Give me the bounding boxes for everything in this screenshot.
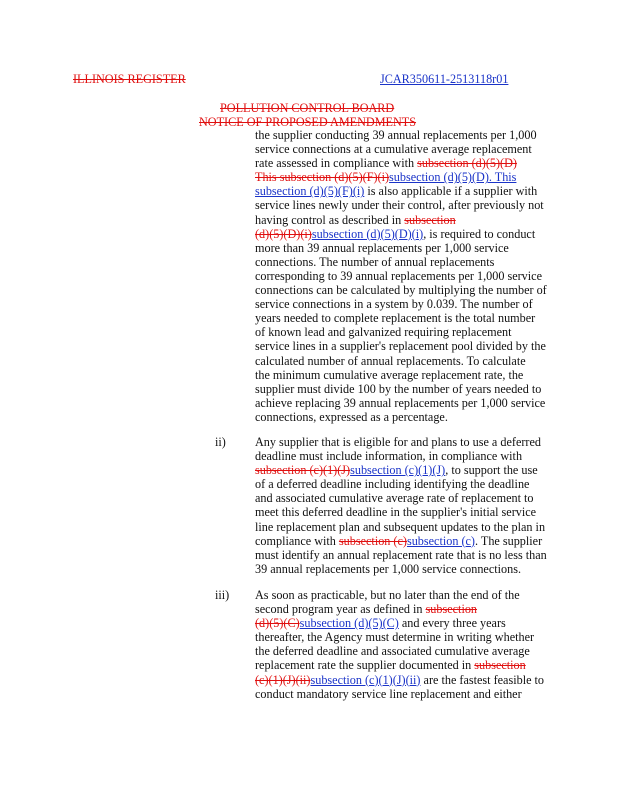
text-line: thereafter, the Agency must determine in writing whether (255, 630, 535, 645)
inserted-text: subsection (c) (406, 533, 475, 548)
text-line: connections can be calculated by multiplying the number of (255, 283, 547, 298)
text-run: are the fastest feasible to (420, 672, 545, 687)
text-line: must identify an annual replacement rate that is no less than (255, 547, 547, 562)
text-line: service connections in a system by 0.039. The number of (255, 297, 533, 312)
text-line: the deferred deadline and associated cumulative average (255, 644, 530, 659)
text-line: service lines newly under their control, after previously not (255, 198, 544, 213)
text-line: connections. The number of annual replacements (255, 254, 495, 269)
text-run: second program year as defined in (255, 602, 426, 617)
text-line: and associated cumulative average rate of replacement to (255, 491, 534, 506)
text-line (255, 602, 585, 616)
text-line: supplier must divide 100 by the number of years needed to (255, 381, 542, 396)
notice-title: NOTICE OF PROPOSED AMENDMENTS (199, 115, 417, 129)
text-line: line replacement plan and subsequent updates to the plan in (255, 519, 546, 534)
text-line (255, 534, 585, 548)
text-run: and every three years (398, 616, 506, 631)
text-line: of known lead and galvanized requiring replacement (255, 325, 512, 340)
text-line (255, 227, 585, 241)
text-run: rate assessed in compliance with (255, 156, 418, 171)
text-line: the supplier conducting 39 annual replacements per 1,000 (255, 128, 537, 142)
text-line: deadline must include information, in compliance with (255, 449, 523, 464)
text-line: 39 annual replacements per 1,000 service connections. (255, 561, 521, 576)
deleted-text: (d)(5)(D)(i) (255, 226, 312, 241)
text-line (255, 463, 585, 477)
text-line (255, 616, 585, 630)
inserted-text: subsection (d)(5)(D)(i) (311, 226, 424, 241)
text-line: years needed to complete replacement is the total number (255, 311, 536, 326)
deleted-text: subsection (474, 658, 526, 673)
deleted-text: subsection (425, 602, 478, 617)
item-ii-paragraph (255, 435, 585, 576)
text-run: , is required to conduct (423, 226, 536, 241)
text-line: more than 39 annual replacements per 1,000 service (255, 240, 509, 255)
text-line (255, 170, 585, 184)
item-iii-paragraph (255, 588, 585, 701)
inserted-text: subsection (d)(5)(C) (299, 616, 399, 631)
deleted-text: This subsection (d)(5)(F)(i) (255, 170, 390, 185)
text-run: compliance with (255, 533, 339, 548)
text-line (255, 184, 585, 198)
inserted-text: subsection (c)(1)(J) (350, 463, 446, 478)
item-marker: ii) (215, 435, 226, 449)
inserted-text: subsection (c)(1)(J)(ii) (310, 672, 421, 687)
register-header: ILLINOIS REGISTER (73, 72, 186, 86)
text-run: , to support the use (445, 463, 538, 478)
text-line: As soon as practicable, but no later than the end of the (255, 588, 520, 602)
item-marker: iii) (215, 588, 230, 602)
text-run: . The supplier (475, 533, 543, 548)
text-line (255, 673, 585, 687)
text-line: connections, expressed as a percentage. (255, 409, 448, 424)
text-run: having control as described in (255, 212, 405, 227)
text-line: the minimum cumulative average replacement rate, the (255, 367, 524, 382)
text-line: of a deferred deadline including identifying the deadline (255, 477, 530, 492)
deleted-text: subsection (c) (338, 533, 407, 548)
text-line: service connections at a cumulative average replacement (255, 142, 532, 157)
text-line: conduct mandatory service line replacement and either (255, 686, 522, 701)
deleted-text: subsection (404, 212, 456, 227)
text-line: calculated number of annual replacements. To calculate (255, 353, 526, 368)
inserted-text: subsection (d)(5)(D). This (389, 170, 517, 185)
deleted-text: subsection (d)(5)(D) (417, 156, 517, 171)
inserted-text: subsection (d)(5)(F)(i) (255, 184, 365, 199)
text-run: replacement rate the supplier documented in (255, 658, 475, 673)
text-line: Any supplier that is eligible for and plans to use a deferred (255, 435, 541, 449)
jcar-number: JCAR350611-2513118r01 (380, 72, 509, 86)
text-line: corresponding to 39 annual replacements per 1,000 service (255, 268, 542, 283)
text-line (255, 213, 585, 227)
text-line: meet this deferred deadline in the supplier's initial service (255, 505, 537, 520)
deleted-text: (c)(1)(J)(ii) (255, 672, 311, 687)
deleted-text: subsection (c)(1)(J) (255, 463, 351, 478)
deleted-text: (d)(5)(C) (255, 616, 300, 631)
text-line (255, 156, 585, 170)
continued-paragraph (255, 128, 585, 424)
text-line (255, 658, 585, 672)
agency-name: POLLUTION CONTROL BOARD (220, 101, 395, 115)
text-line: service lines in a supplier's replacement pool divided by the (255, 339, 546, 354)
text-run: is also applicable if a supplier with (364, 184, 538, 199)
text-line: achieve replacing 39 annual replacements per 1,000 service (255, 395, 546, 410)
